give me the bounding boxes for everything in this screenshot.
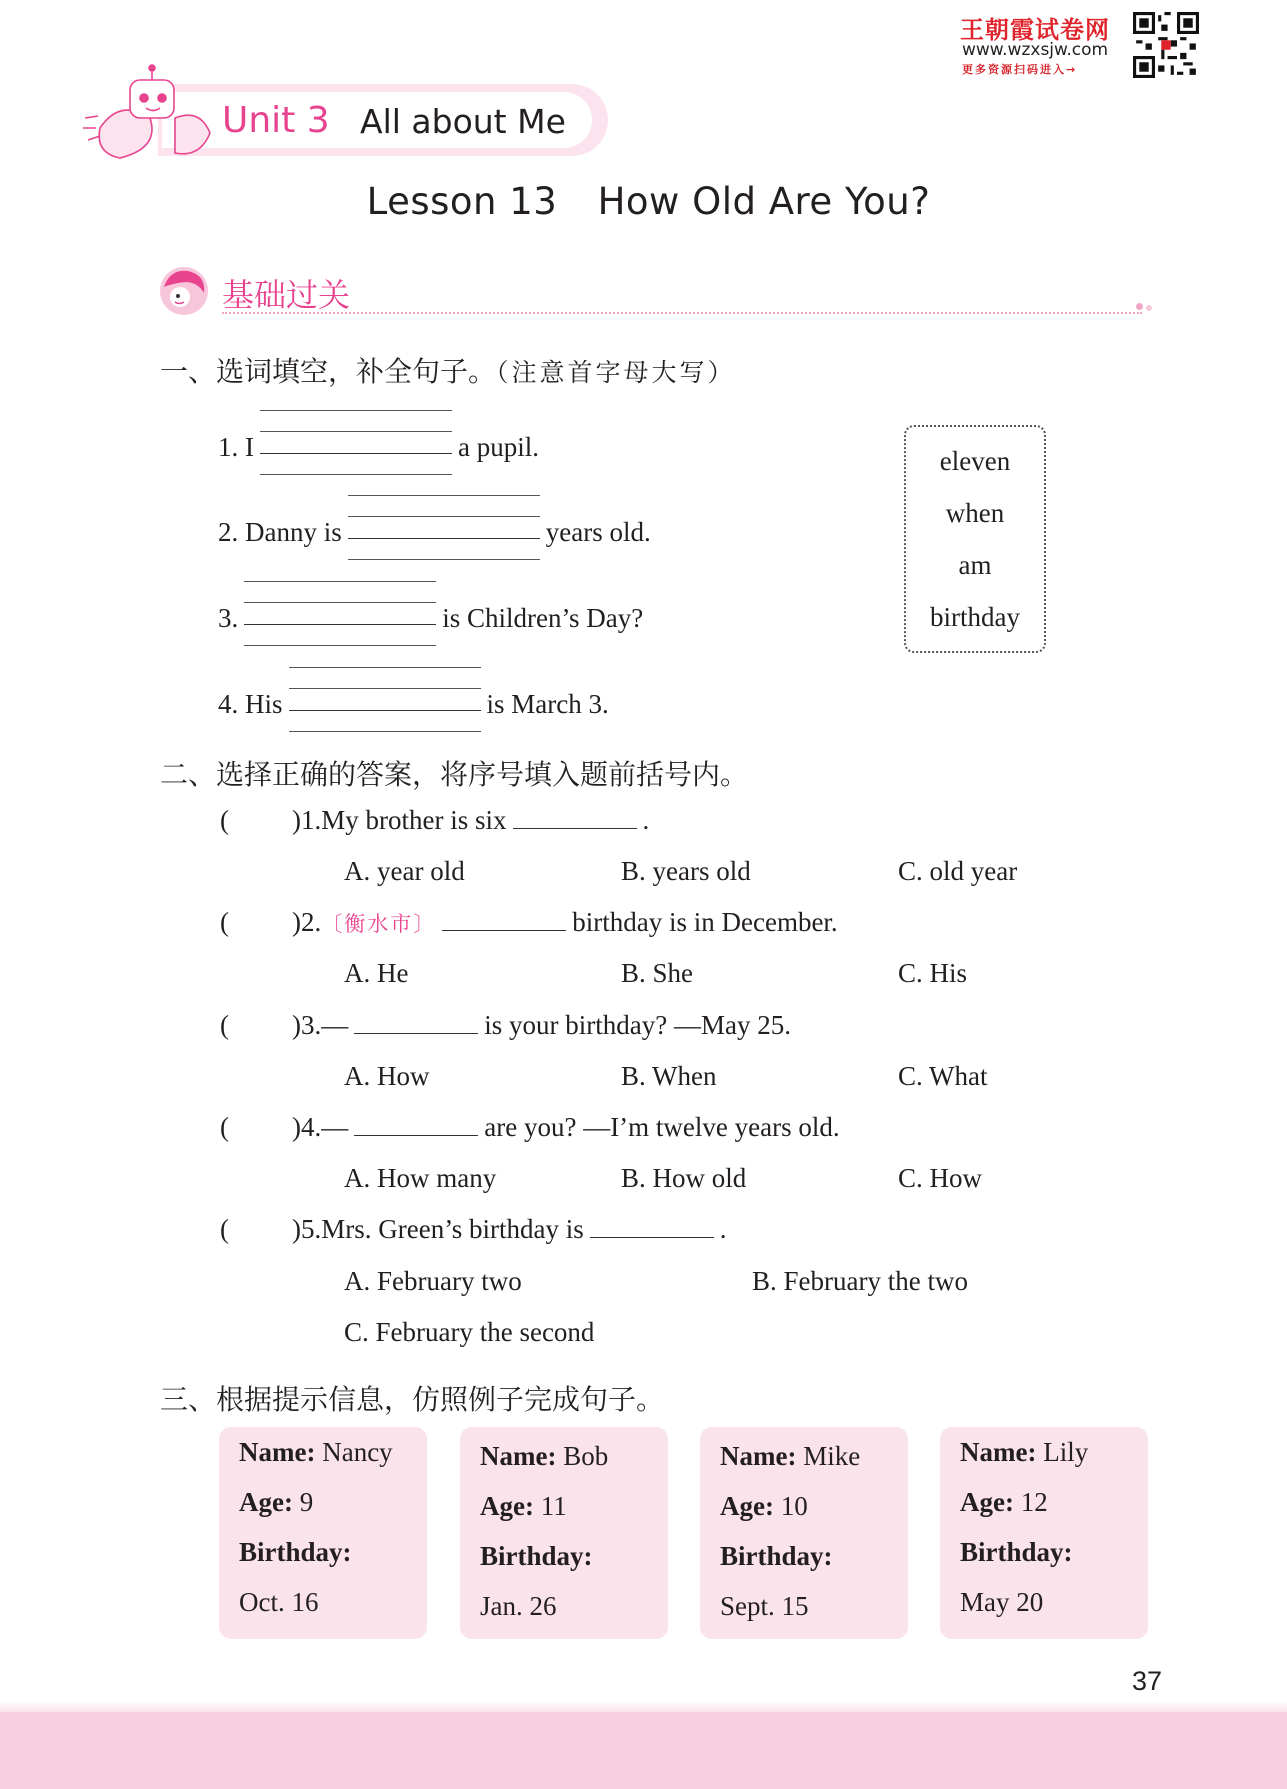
option-c[interactable]: C. What <box>898 1061 988 1091</box>
card-name: Nancy <box>322 1437 393 1467</box>
question-blank <box>590 1217 714 1238</box>
card-name: Lily <box>1043 1437 1089 1467</box>
fill-item-post: a pupil. <box>458 432 539 463</box>
card-age-row <box>239 1487 313 1518</box>
girl-face-icon <box>158 265 210 317</box>
answer-blank[interactable] <box>348 495 540 559</box>
fill-item-4 <box>218 675 609 739</box>
fill-item-post: is Children’s Day? <box>442 603 644 634</box>
card-birthday-label <box>960 1537 1073 1568</box>
info-card-2 <box>460 1427 668 1639</box>
question-blank <box>442 910 566 931</box>
option-a[interactable]: A. He <box>344 958 409 988</box>
card-age: 9 <box>299 1487 314 1517</box>
source-tag: 〔衡水市〕 <box>321 912 437 936</box>
card-age-row <box>960 1487 1048 1518</box>
word-bank <box>904 425 1046 653</box>
label-name: Name: <box>239 1437 316 1467</box>
unit-number: Unit 3 <box>222 100 330 141</box>
question-text: — <box>321 1010 349 1040</box>
question-number: )5. <box>292 1214 322 1244</box>
card-name: Bob <box>563 1441 609 1471</box>
answer-blank[interactable] <box>289 667 481 731</box>
card-age: 12 <box>1020 1487 1048 1517</box>
label-name: Name: <box>960 1437 1037 1467</box>
lesson-heading <box>0 180 1287 223</box>
mc-question-2 <box>220 907 838 938</box>
card-birthday-label <box>239 1537 352 1568</box>
word-bank-item: eleven <box>939 446 1011 476</box>
card-name-row <box>960 1437 1088 1468</box>
brand-subtitle: 更多资源扫码进入→ <box>962 63 1078 76</box>
option-b[interactable]: B. She <box>621 958 694 988</box>
fill-item-1 <box>218 418 539 482</box>
info-card-1 <box>219 1427 427 1639</box>
option-a[interactable]: A. February two <box>344 1266 522 1296</box>
part2-title: 二、选择正确的答案，将序号填入题前括号内。 <box>160 760 749 791</box>
fill-item-post: years old. <box>545 517 651 548</box>
fill-item-pre: 3. <box>218 603 239 634</box>
option-c[interactable]: C. old year <box>898 856 1018 886</box>
brand-title: 王朝霞试卷网 <box>960 16 1110 44</box>
footer-band <box>0 1712 1287 1789</box>
lesson-title: How Old Are You? <box>597 180 931 223</box>
fill-item-2 <box>218 503 651 567</box>
part1-note: （注意首字母大写） <box>496 360 736 387</box>
mc-question-5 <box>220 1214 726 1245</box>
question-blank <box>354 1013 478 1034</box>
label-age: Age: <box>239 1487 293 1517</box>
label-age: Age: <box>480 1491 534 1521</box>
answer-paren[interactable]: ( <box>220 1010 229 1040</box>
mc-question-1 <box>220 805 649 836</box>
label-birthday: Birthday: <box>960 1537 1073 1567</box>
question-text: Mrs. Green’s birthday is <box>321 1214 584 1244</box>
option-b[interactable]: B. years old <box>621 856 751 886</box>
mc-question-4 <box>220 1112 840 1143</box>
card-name: Mike <box>803 1441 861 1471</box>
answer-paren[interactable]: ( <box>220 1112 229 1142</box>
question-text: . <box>642 805 650 835</box>
card-birthday: Sept. 15 <box>720 1591 809 1621</box>
card-name-row <box>720 1441 860 1472</box>
answer-paren[interactable]: ( <box>220 1214 229 1244</box>
question-number: )3. <box>292 1010 322 1040</box>
question-text: are you? —I’m twelve years old. <box>484 1112 840 1142</box>
card-birthday-label <box>720 1541 833 1572</box>
card-birthday: Jan. 26 <box>480 1591 557 1621</box>
answer-paren[interactable]: ( <box>220 907 229 937</box>
question-text: . <box>719 1214 727 1244</box>
qr-code-icon[interactable] <box>1133 12 1199 78</box>
card-age-row <box>720 1491 808 1522</box>
option-b[interactable]: B. How old <box>621 1163 747 1193</box>
label-birthday: Birthday: <box>480 1541 593 1571</box>
brand-url[interactable]: www.wzxsjw.com <box>962 40 1109 60</box>
unit-name: All about Me <box>360 102 566 141</box>
info-card-3 <box>700 1427 908 1639</box>
robot-mascot-icon <box>80 58 230 168</box>
word-bank-item: birthday <box>930 602 1020 632</box>
option-a[interactable]: A. How <box>344 1061 430 1091</box>
card-age: 11 <box>540 1491 567 1521</box>
question-number: )4. <box>292 1112 322 1142</box>
answer-blank[interactable] <box>260 410 452 474</box>
question-number: )1. <box>292 805 322 835</box>
label-birthday: Birthday: <box>720 1541 833 1571</box>
divider-dot <box>1136 303 1143 310</box>
option-a[interactable]: A. year old <box>344 856 465 886</box>
question-blank <box>354 1115 478 1136</box>
card-age: 10 <box>780 1491 808 1521</box>
question-text: is your birthday? —May 25. <box>484 1010 791 1040</box>
label-name: Name: <box>480 1441 557 1471</box>
fill-item-pre: 2. Danny is <box>218 517 342 548</box>
card-birthday: Oct. 16 <box>239 1587 319 1617</box>
card-birthday: May 20 <box>960 1587 1044 1617</box>
answer-paren[interactable]: ( <box>220 805 229 835</box>
label-name: Name: <box>720 1441 797 1471</box>
part1-title <box>160 350 736 390</box>
option-b[interactable]: B. February the two <box>752 1266 968 1296</box>
question-text: My brother is six <box>321 805 507 835</box>
question-blank <box>513 808 637 829</box>
fill-item-pre: 4. His <box>218 689 283 720</box>
card-birthday-label <box>480 1541 593 1572</box>
question-number: )2. <box>292 907 322 937</box>
lesson-number: Lesson 13 <box>366 180 558 223</box>
label-birthday: Birthday: <box>239 1537 352 1567</box>
question-text: — <box>321 1112 349 1142</box>
option-c[interactable]: C. February the second <box>344 1317 595 1347</box>
label-age: Age: <box>720 1491 774 1521</box>
page-number: 37 <box>1132 1666 1163 1696</box>
label-age: Age: <box>960 1487 1014 1517</box>
question-text: birthday is in December. <box>572 907 838 937</box>
option-c[interactable]: C. His <box>898 958 968 988</box>
section-title: 基础过关 <box>222 277 351 313</box>
fill-item-pre: 1. I <box>218 432 254 463</box>
section-divider <box>222 312 1142 314</box>
divider-dot <box>1146 305 1152 311</box>
card-name-row <box>480 1441 608 1472</box>
info-card-4 <box>940 1427 1148 1639</box>
part3-title: 三、根据提示信息，仿照例子完成句子。 <box>160 1385 665 1416</box>
option-a[interactable]: A. How many <box>344 1163 497 1193</box>
option-c[interactable]: C. How <box>898 1163 983 1193</box>
card-age-row <box>480 1491 567 1522</box>
answer-blank[interactable] <box>244 581 436 645</box>
fill-item-3 <box>218 589 643 653</box>
card-name-row <box>239 1437 393 1468</box>
mc-question-3 <box>220 1010 791 1041</box>
fill-item-post: is March 3. <box>486 689 609 720</box>
part1-title-text: 一、选词填空，补全句子。 <box>160 357 497 388</box>
word-bank-item: am <box>958 550 992 580</box>
option-b[interactable]: B. When <box>621 1061 717 1091</box>
word-bank-item: when <box>945 498 1005 528</box>
